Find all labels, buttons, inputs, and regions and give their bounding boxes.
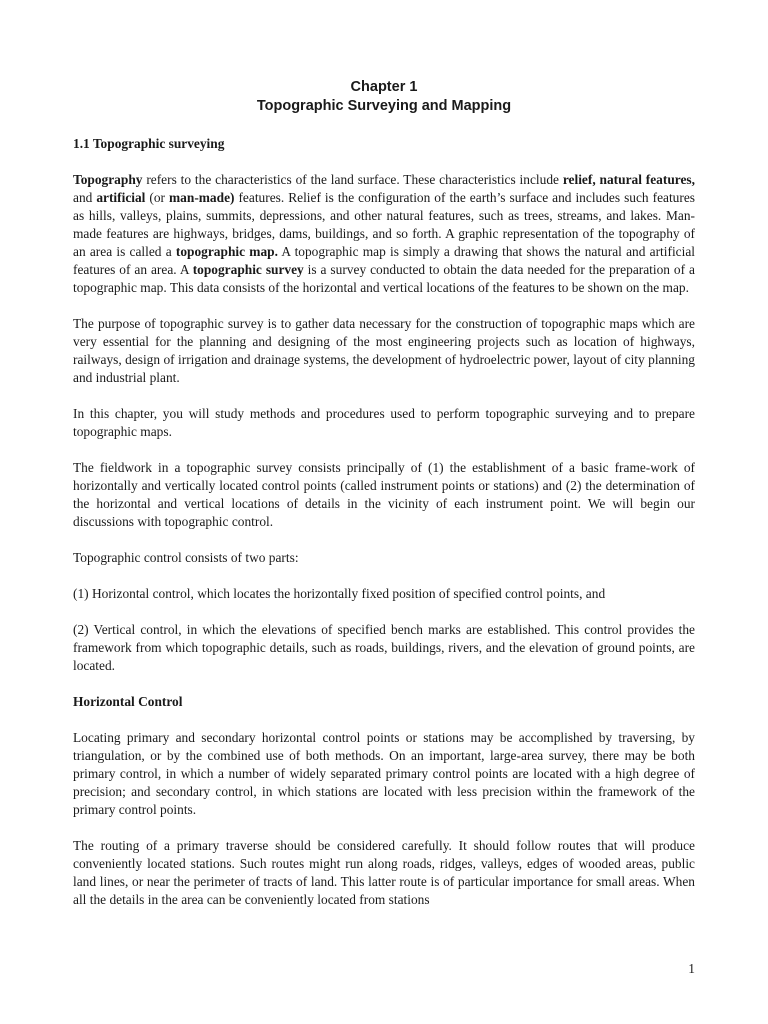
paragraph-chapter-intro: In this chapter, you will study methods and procedures used to perform topographic surveying and to prepare topographic maps.	[73, 406, 695, 439]
page-number: 1	[688, 961, 695, 976]
text-run: features. Relief is the configuration of the earth’s surface and includes such features as hills, valleys, plains, summits, depressions, and other natural features, such as trees, streams, and lakes. Man-made features are highways, bridges, dams, buildings, and so forth. A graphic representation of the topography of an area is called a	[73, 190, 695, 259]
paragraph-fieldwork: The fieldwork in a topographic survey consists principally of (1) the establishment of a basic frame-work of horizontally and vertically located control points (called instrument points or stations) and (2) the determination of the horizontal and vertical locations of details in the vicinity of each instrument point. We will begin our discussions with topographic control.	[73, 460, 695, 529]
paragraph-topography	[73, 171, 695, 297]
chapter-number: Chapter 1	[350, 79, 418, 95]
term-topographic-survey: topographic survey	[192, 262, 304, 277]
chapter-header	[73, 78, 695, 116]
chapter-title: Topographic Surveying and Mapping	[256, 98, 512, 114]
term-relief-natural-features: relief, natural features,	[562, 172, 695, 187]
paragraph-horizontal-control-item: (1) Horizontal control, which locates the horizontally fixed position of specified control points, and	[73, 586, 606, 601]
term-topography: Topography	[73, 172, 143, 187]
paragraph-locating-control: Locating primary and secondary horizontal control points or stations may be accomplished by traversing, by triangulation, or by the combined use of both methods. On an important, large-area survey, there may be both primary control, in which a number of widely separated primary control points are located with a high degree of precision; and secondary control, in which stations are located with less precision within the framework of the primary control points.	[73, 730, 695, 817]
term-artificial: artificial	[96, 190, 146, 205]
paragraph-purpose: The purpose of topographic survey is to gather data necessary for the construction of topographic maps which are very essential for the planning and designing of the most engineering projects such as location of highways, railways, design of irrigation and drainage systems, the development of hydroelectric power, layout of city planning and industrial plant.	[73, 316, 695, 385]
text-run: is a survey conducted to obtain the data needed for the preparation of a topographic map. This data consists of the horizontal and vertical locations of the features to be shown on the map.	[73, 262, 695, 295]
paragraph-traverse-routing: The routing of a primary traverse should be considered carefully. It should follow routes that will produce conveniently located stations. Such routes might run along roads, ridges, valleys, edges of wooded areas, public land lines, or near the perimeter of tracts of land. This latter route is of particular importance for small areas. When all the details in the area can be conveniently located from stations	[73, 838, 695, 907]
term-topographic-map: topographic map.	[175, 244, 278, 259]
text-run: and	[73, 190, 97, 205]
text-run: A topographic map is simply a drawing that shows the natural and artificial features of an area. A	[73, 244, 695, 277]
term-man-made: man-made)	[169, 190, 235, 205]
paragraph-vertical-control-item: (2) Vertical control, in which the elevations of specified bench marks are established. This control provides the framework from which topographic details, such as roads, buildings, rivers, and the elevation of ground points, are located.	[73, 622, 695, 673]
horizontal-control-heading: Horizontal Control	[73, 694, 183, 709]
text-run: (or	[145, 190, 170, 205]
paragraph-control-parts: Topographic control consists of two parts:	[73, 550, 299, 565]
text-run: refers to the characteristics of the land surface. These characteristics include	[142, 172, 563, 187]
section-heading: 1.1 Topographic surveying	[73, 136, 225, 151]
